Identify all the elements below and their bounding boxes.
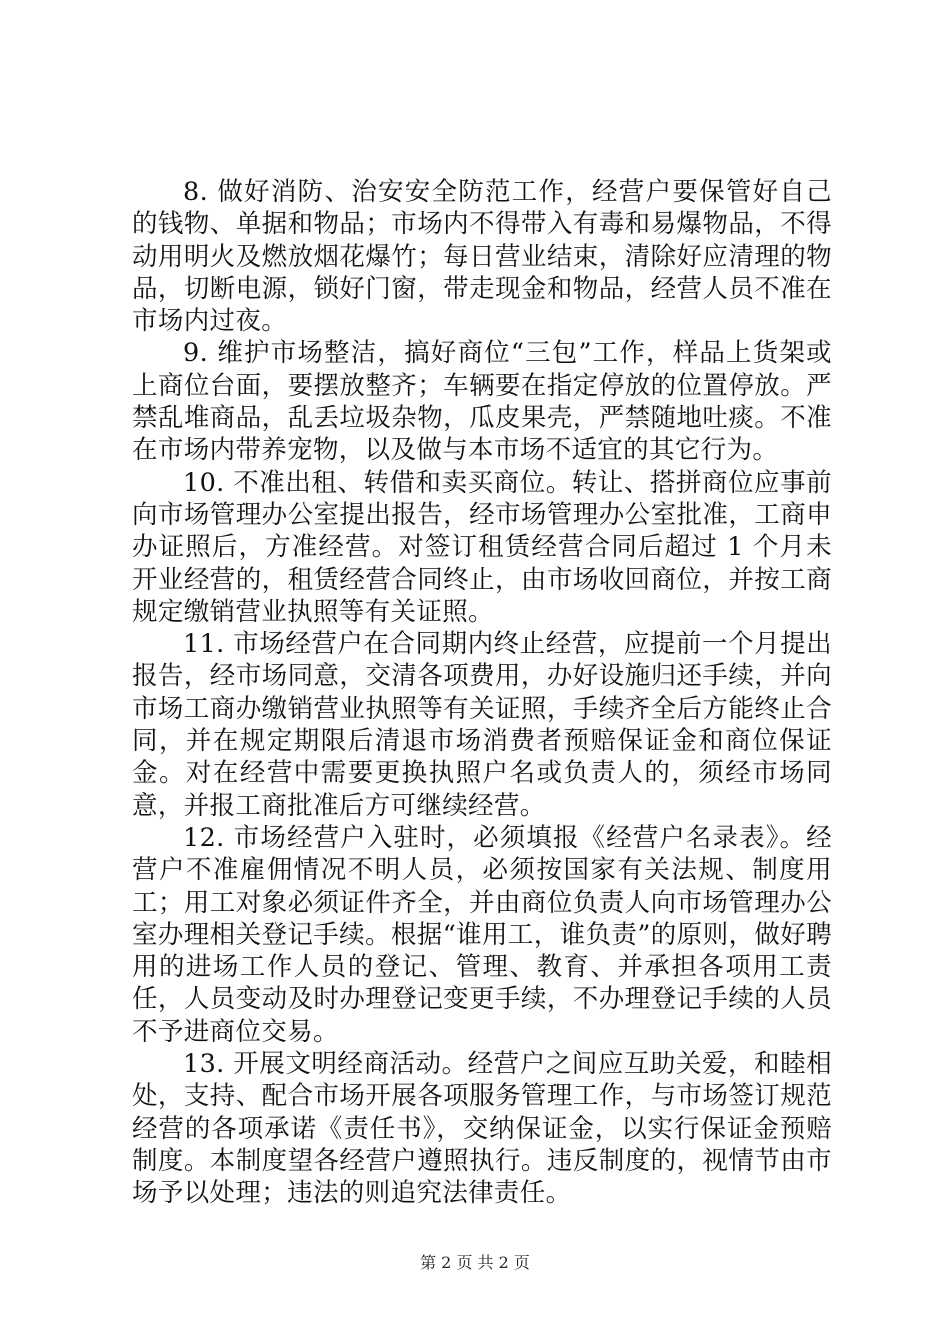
paragraph-item-11: 11. 市场经营户在合同期内终止经营，应提前一个月提出报告，经市场同意，交清各项费用，办好设施归还手续，并向市场工商办缴销营业执照等有关证照，手续齐全后方能终止合同，并在规定期限后清退市场消费者预赔保证金和商位保证金。对在经营中需要更换执照户名或负责人的，须经市场同意，并报工商批准后方可继续经营。 — [132, 629, 832, 821]
paragraph-item-12: 12. 市场经营户入驻时，必须填报《经营户名录表》。经营户不准雇佣情况不明人员，必须按国家有关法规、制度用工；用工对象必须证件齐全，并由商位负责人向市场管理办公室办理相关登记手续。根据“谁用工，谁负责”的原则，做好聘用的进场工作人员的登记、管理、教育、并承担各项用工责任，人员变动及时办理登记变更手续，不办理登记手续的人员不予进商位交易。 — [132, 822, 832, 1047]
paragraph-item-10: 10. 不准出租、转借和卖买商位。转让、搭拼商位应事前向市场管理办公室提出报告，经市场管理办公室批准，工商申办证照后，方准经营。对签订租赁经营合同后超过 1 个月未开业经营的，租赁经营合同终止，由市场收回商位，并按工商规定缴销营业执照等有关证照。 — [132, 467, 832, 627]
paragraph-item-9: 9. 维护市场整洁，搞好商位“三包”工作，样品上货架或上商位台面，要摆放整齐；车辆要在指定停放的位置停放。严禁乱堆商品，乱丢垃圾杂物，瓜皮果壳，严禁随地吐痰。不准在市场内带养宠物，以及做与本市场不适宜的其它行为。 — [132, 338, 832, 466]
page-number-footer: 第 2 页 共 2 页 — [420, 1253, 530, 1272]
paragraph-item-8: 8. 做好消防、治安安全防范工作，经营户要保管好自己的钱物、单据和物品；市场内不得带入有毒和易爆物品，不得动用明火及燃放烟花爆竹；每日营业结束，清除好应清理的物品，切断电源，锁好门窗，带走现金和物品，经营人员不准在市场内过夜。 — [132, 177, 832, 337]
document-body — [132, 176, 832, 1210]
paragraph-item-13: 13. 开展文明经商活动。经营户之间应互助关爱，和睦相处，支持、配合市场开展各项服务管理工作，与市场签订规范经营的各项承诺《责任书》，交纳保证金，以实行保证金预赔制度。本制度望各经营户遵照执行。违反制度的，视情节由市场予以处理；违法的则追究法律责任。 — [132, 1049, 832, 1209]
